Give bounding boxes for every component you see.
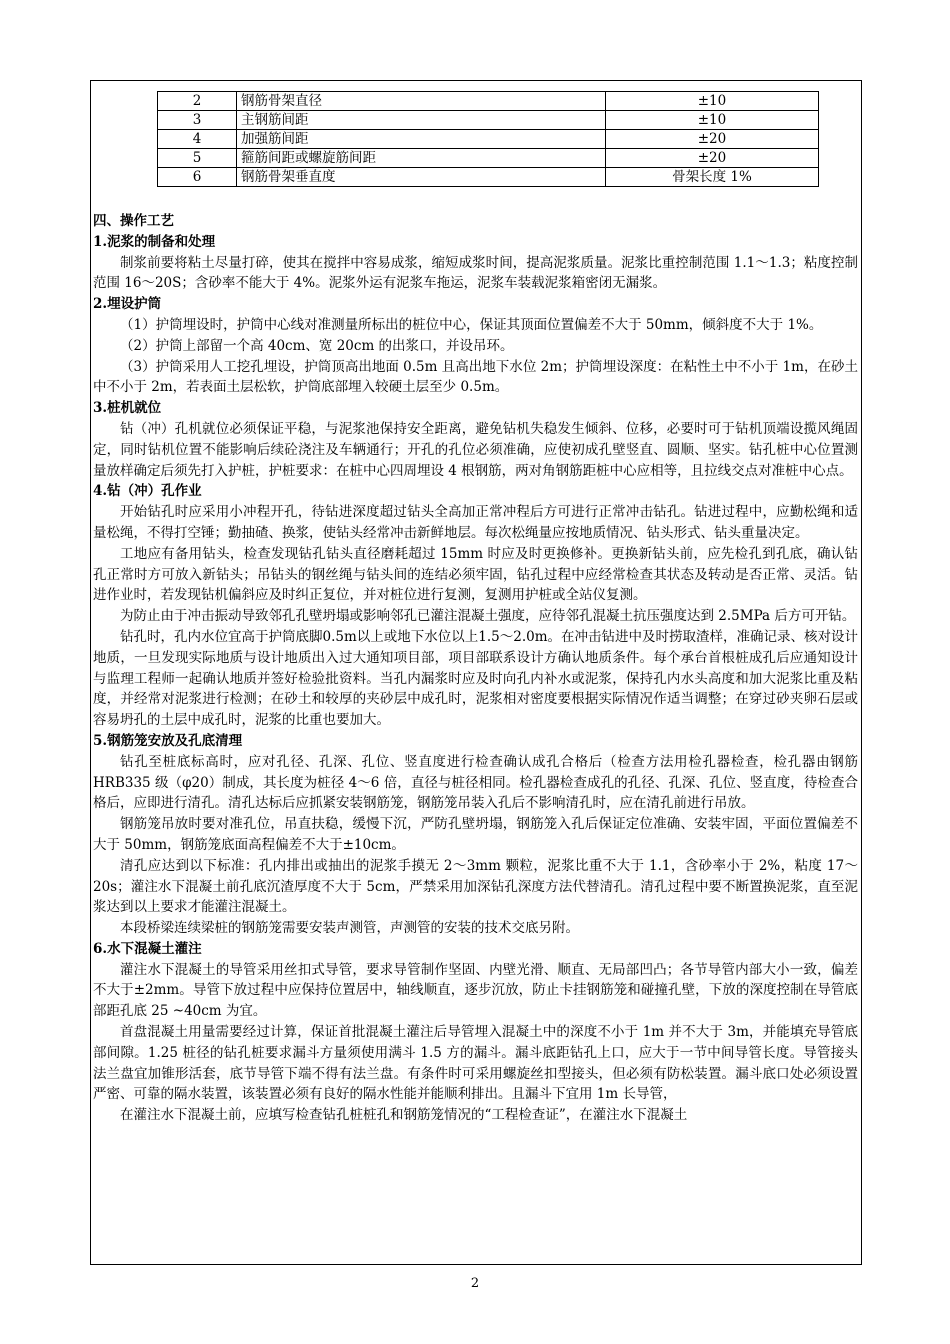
- paragraph: 为防止由于冲击振动导致邻孔孔壁坍塌或影响邻孔已灌注混凝土强度，应待邻孔混凝土抗压强度达到 2.5MPa 后方可开钻。: [120, 608, 856, 625]
- paragraph: 钻孔至桩底标高时，应对孔径、孔深、孔位、竖直度进行检查确认成孔合格后（检查方法用检孔器检查，检孔器由钢筋 HRB335 级（φ20）制成，其长度为桩径 4～6 倍，直径与桩径相同。检孔器检查成孔的孔径、孔深、孔位、竖直度，待检查合格后，应即进行清孔。清孔达标后应抓紧安装钢筋笼，钢筋笼吊装入孔后不影响清孔时，应在清孔前进行吊放。: [93, 753, 858, 812]
- row-item: 主钢筋间距: [237, 111, 606, 130]
- paragraph: （2）护筒上部留一个高 40cm、宽 20cm 的出浆口，并设吊环。: [120, 337, 514, 354]
- row-number: 2: [158, 92, 237, 111]
- paragraph: 钻（冲）孔机就位必须保证平稳，与泥浆池保持安全距离，避免钻机失稳发生倾斜、位移，必要时可于钻机顶端设揽风绳固定，同时钻机位置不能影响后续砼浇注及车辆通行；开孔的孔位必须准确，应使初成孔壁竖直、圆顺、坚实。钻孔桩中心位置测量放样确定后须先打入护桩，护桩要求：在桩中心四周埋设 4 根钢筋，两对角钢筋距桩中心应相等，且拉线交点对准桩中心点。: [93, 420, 858, 479]
- section-heading: 4.钻（冲）孔作业: [93, 483, 202, 500]
- paragraph: （3）护筒采用人工挖孔埋设，护筒顶高出地面 0.5m 且高出地下水位 2m；护筒埋设深度：在粘性土中不小于 1m，在砂土中不小于 2m，若表面土层松软，护筒底部埋入较硬土层至少 0.5m。: [93, 358, 858, 396]
- page-number: 2: [470, 1276, 480, 1291]
- paragraph: 本段桥梁连续梁桩的钢筋笼需要安装声测管，声测管的安装的技术交底另附。: [120, 920, 579, 937]
- section-heading: 3.桩机就位: [93, 400, 162, 417]
- section-heading: 2.埋设护筒: [93, 296, 162, 313]
- main-section-title: 四、操作工艺: [93, 213, 174, 229]
- row-item: 箍筋间距或螺旋筋间距: [237, 149, 606, 168]
- row-item: 加强筋间距: [237, 130, 606, 149]
- paragraph: 钢筋笼吊放时要对准孔位，吊直扶稳，缓慢下沉，严防孔壁坍塌，钢筋笼入孔后保证定位准确、安装牢固，平面位置偏差不大于 50mm，钢筋笼底面高程偏差不大于±10cm。: [93, 816, 858, 853]
- table-row: [158, 168, 819, 187]
- row-number: 4: [158, 130, 237, 149]
- row-value: ±20: [606, 149, 819, 168]
- row-number: 5: [158, 149, 237, 168]
- table-row: [158, 111, 819, 130]
- paragraph: （1）护筒埋设时，护筒中心线对准测量所标出的桩位中心，保证其顶面位置偏差不大于 50mm，倾斜度不大于 1%。: [120, 316, 823, 333]
- row-item: 钢筋骨架垂直度: [237, 168, 606, 187]
- paragraph: 开始钻孔时应采用小冲程开孔，待钻进深度超过钻头全高加正常冲程后方可进行正常冲击钻孔。钻进过程中，应勤松绳和适量松绳，不得打空锤；勤抽碴、换浆，使钻头经常冲击新鲜地层。每次松绳量应按地质情况、钻头形式、钻头重量决定。: [93, 504, 858, 541]
- paragraph: 在灌注水下混凝土前，应填写检查钻孔桩桩孔和钢筋笼情况的“工程检查证”，在灌注水下混凝土: [120, 1107, 688, 1124]
- paragraph: 清孔应达到以下标准：孔内排出或抽出的泥浆手摸无 2～3mm 颗粒，泥浆比重不大于 1.1，含砂率小于 2%，粘度 17～20s；灌注水下混凝土前孔底沉渣厚度不大于 5cm，严禁采用加深钻孔深度方法代替清孔。清孔过程中要不断置换泥浆，直至泥浆达到以上要求才能灌注混凝土。: [93, 857, 858, 916]
- row-value: ±10: [606, 92, 819, 111]
- section-heading: 6.水下混凝土灌注: [93, 940, 202, 957]
- row-number: 3: [158, 111, 237, 130]
- table-row: [158, 130, 819, 149]
- document-body: [93, 211, 858, 1126]
- row-item: 钢筋骨架直径: [237, 92, 606, 111]
- paragraph: 制浆前要将粘土尽量打碎，使其在搅拌中容易成浆，缩短成浆时间，提高泥浆质量。泥浆比重控制范围 1.1～1.3；粘度控制范围 16～20S；含砂率不能大于 4%。泥浆外运有泥浆车拖运，泥浆车装载泥浆箱密闭无漏浆。: [93, 254, 858, 292]
- table-row: [158, 92, 819, 111]
- paragraph: 灌注水下混凝土的导管采用丝扣式导管，要求导管制作坚固、内壁光滑、顺直、无局部凹凸；各节导管内部大小一致，偏差不大于±2mm。导管下放过程中应保持位置居中，轴线顺直，逐步沉放，防止卡挂钢筋笼和碰撞孔壁，下放的深度控制在导管底部距孔底 25 ~40cm 为宜。: [93, 961, 858, 1020]
- section-heading: 5.钢筋笼安放及孔底清理: [93, 732, 243, 749]
- tolerance-table: [157, 91, 819, 187]
- paragraph: 工地应有备用钻头，检查发现钻孔钻头直径磨耗超过 15mm 时应及时更换修补。更换新钻头前，应先检孔到孔底，确认钻孔正常时方可放入新钻头；吊钻头的钢丝绳与钻头间的连结必须牢固，钻孔过程中应经常检查其状态及转动是否正常、灵活。钻进作业时，若发现钻机偏斜应及时纠正复位，并对桩位进行复测，复测用护桩或全站仪复测。: [93, 545, 858, 604]
- row-value: ±10: [606, 111, 819, 130]
- row-number: 6: [158, 168, 237, 187]
- paragraph: 首盘混凝土用量需要经过计算，保证首批混凝土灌注后导管埋入混凝土中的深度不小于 1m 并不大于 3m，并能填充导管底部间隙。1.25 桩径的钻孔桩要求漏斗方量须使用满斗 1.5 方的漏斗。漏斗底距钻孔上口，应大于一节中间导管长度。导管接头法兰盘宜加锥形活套，底节导管下端不得有法兰盘。有条件时可采用螺旋丝扣型接头，但必须有防松装置。漏斗底口处必须设置严密、可靠的隔水装置，该装置必须有良好的隔水性能并能顺利排出。且漏斗下宜用 1m 长导管，: [93, 1024, 858, 1103]
- row-value: ±20: [606, 130, 819, 149]
- section-heading: 1.泥浆的制备和处理: [93, 233, 216, 250]
- paragraph: 钻孔时，孔内水位宜高于护筒底脚0.5m以上或地下水位以上1.5～2.0m。在冲击钻进中及时捞取渣样，准确记录、核对设计地质，一旦发现实际地质与设计地质出入过大通知项目部，项目部联系设计方确认地质条件。每个承台首根桩成孔后应通知设计与监理工程师一起确认地质并签好检验批资料。当孔内漏浆时应及时向孔内补水或泥浆，保持孔内水头高度和加大泥浆比重及粘度，并经常对泥浆进行检测；在砂土和较厚的夹砂层中成孔时，泥浆相对密度要根据实际情况作适当调整；在穿过砂夹卵石层或容易坍孔的土层中成孔时，泥浆的比重也要加大。: [93, 628, 859, 729]
- row-value: 骨架长度 1%: [606, 168, 819, 187]
- table-row: [158, 149, 819, 168]
